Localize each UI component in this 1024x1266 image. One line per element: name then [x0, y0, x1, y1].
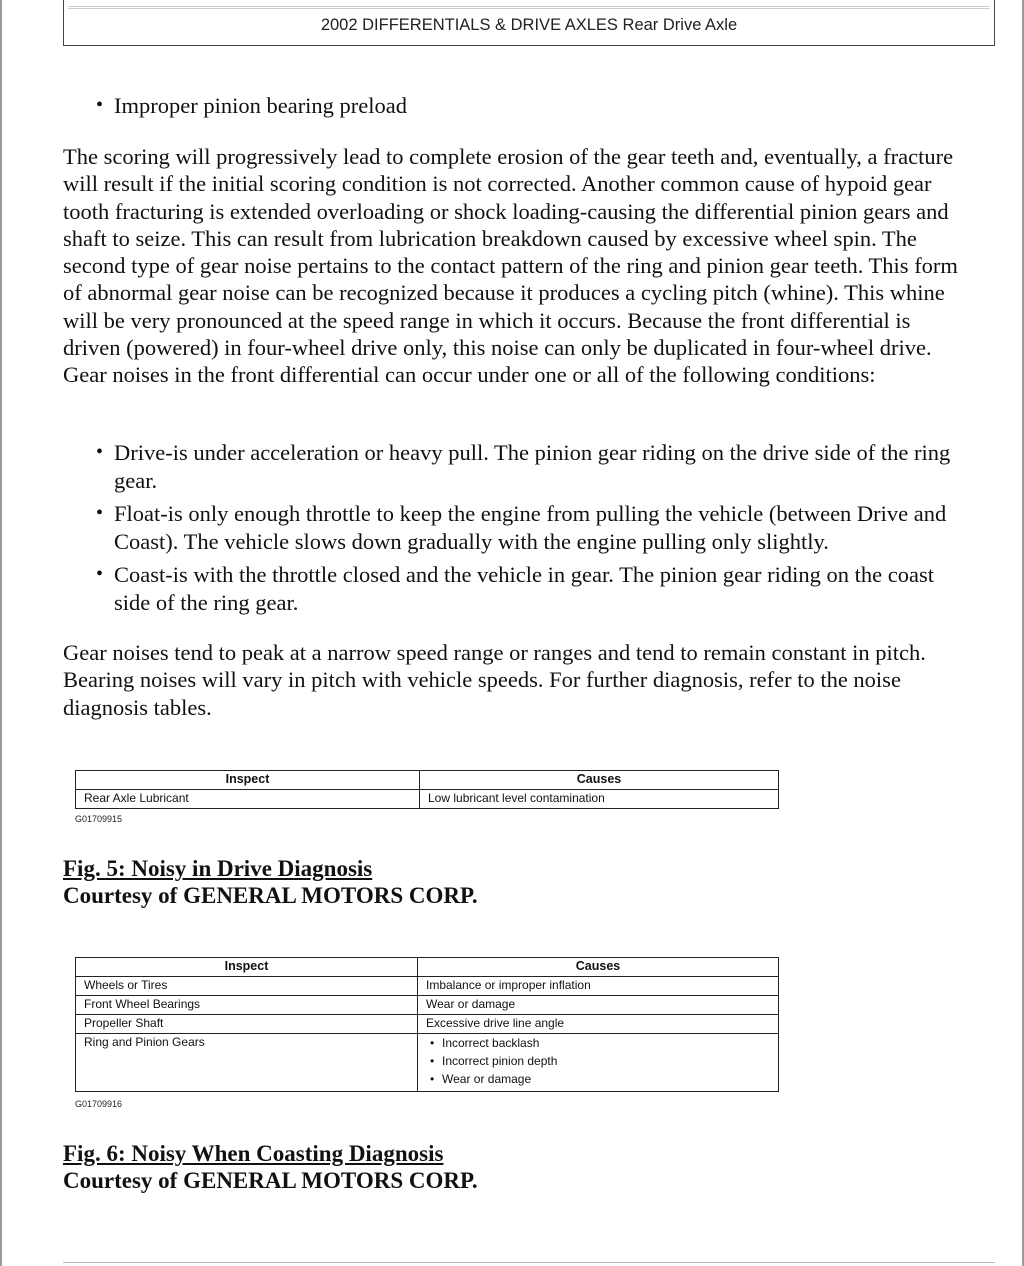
noisy-in-drive-table [75, 770, 779, 809]
page-header [63, 0, 995, 46]
column-header-inspect: Inspect [76, 771, 420, 790]
causes-cell: Wear or damage [418, 996, 779, 1015]
inspect-cell: Propeller Shaft [76, 1015, 418, 1034]
causes-list [426, 1034, 778, 1088]
list-item: • Wear or damage [426, 1070, 778, 1088]
inspect-cell: Front Wheel Bearings [76, 996, 418, 1015]
causes-cell-list [418, 1034, 779, 1092]
condition-item-drive [96, 439, 966, 494]
column-header-causes: Causes [418, 958, 779, 977]
fig5-courtesy: Courtesy of GENERAL MOTORS CORP. [63, 883, 478, 908]
paragraph-1: The scoring will progressively lead to complete erosion of the gear teeth and, eventually, a fracture will result if the initial scoring condition is not corrected. Another common cause of hypoid gear tooth fracturing is extended overloading or shock loading-causing the differential pinion gears and shaft to seize. This can result from lubrication breakdown caused by excessive wheel spin. The second type of gear noise pertains to the contact pattern of the ring and pinion gear teeth. This form of abnormal gear noise can be recognized because it produces a cycling pitch (whine). This whine will be very pronounced at the speed range in which it occurs. Because the front differential is driven (powered) in four-wheel drive only, this noise can only be duplicated in four-wheel drive. Gear noises in the front differential can occur under one or all of the following conditions: [63, 144, 958, 388]
column-header-inspect: Inspect [76, 958, 418, 977]
causes-cell: Imbalance or improper inflation [418, 977, 779, 996]
inspect-cell: Rear Axle Lubricant [76, 790, 420, 809]
paragraph-2: Gear noises tend to peak at a narrow speed range or ranges and tend to remain constant in pitch. Bearing noises will vary in pitch with vehicle speeds. For further diagnosis, refer to the noise diagnosis tables. [63, 640, 926, 720]
condition-text: Coast-is with the throttle closed and the vehicle in gear. The pinion gear riding on the coast side of the ring gear. [114, 562, 934, 615]
bullet-dot: • [96, 94, 104, 116]
table-row [76, 1015, 779, 1034]
inspect-cell: Wheels or Tires [76, 977, 418, 996]
causes-cell: Low lubricant level contamination [420, 790, 779, 809]
footer-divider [63, 1262, 995, 1263]
column-header-causes: Causes [420, 771, 779, 790]
fig5-title: Fig. 5: Noisy in Drive Diagnosis [63, 856, 373, 881]
fig6-caption [63, 1140, 478, 1194]
fig5-caption [63, 855, 478, 909]
fig6-courtesy: Courtesy of GENERAL MOTORS CORP. [63, 1168, 478, 1193]
bullet-dot: • [96, 563, 104, 585]
list-item: • Incorrect pinion depth [426, 1052, 778, 1070]
figure-code: G01709916 [75, 1099, 123, 1109]
condition-item-float [96, 500, 966, 555]
inspect-cell: Ring and Pinion Gears [76, 1034, 418, 1092]
fig6-title: Fig. 6: Noisy When Coasting Diagnosis [63, 1141, 444, 1166]
table-row [76, 996, 779, 1015]
condition-item-coast [96, 561, 966, 616]
condition-text: Float-is only enough throttle to keep the engine from pulling the vehicle (between Drive and Coast). The vehicle slows down gradually with the engine pulling only slightly. [114, 501, 947, 554]
table-header-row [76, 771, 779, 790]
table-row [76, 977, 779, 996]
page-left-edge [0, 0, 2, 1266]
causes-cell: Excessive drive line angle [418, 1015, 779, 1034]
header-title: 2002 DIFFERENTIALS & DRIVE AXLES Rear Drive Axle [68, 6, 990, 41]
table-row [76, 790, 779, 809]
intro-bullet-item [96, 92, 966, 120]
figure-code: G01709915 [75, 814, 123, 824]
list-item: • Incorrect backlash [426, 1034, 778, 1052]
table-header-row [76, 958, 779, 977]
table-row [76, 1034, 779, 1092]
intro-bullet-text: Improper pinion bearing preload [114, 93, 408, 118]
bullet-dot: • [96, 441, 104, 463]
noisy-when-coasting-table [75, 957, 779, 1092]
condition-text: Drive-is under acceleration or heavy pull. The pinion gear riding on the drive side of the ring gear. [114, 440, 951, 493]
bullet-dot: • [96, 502, 104, 524]
